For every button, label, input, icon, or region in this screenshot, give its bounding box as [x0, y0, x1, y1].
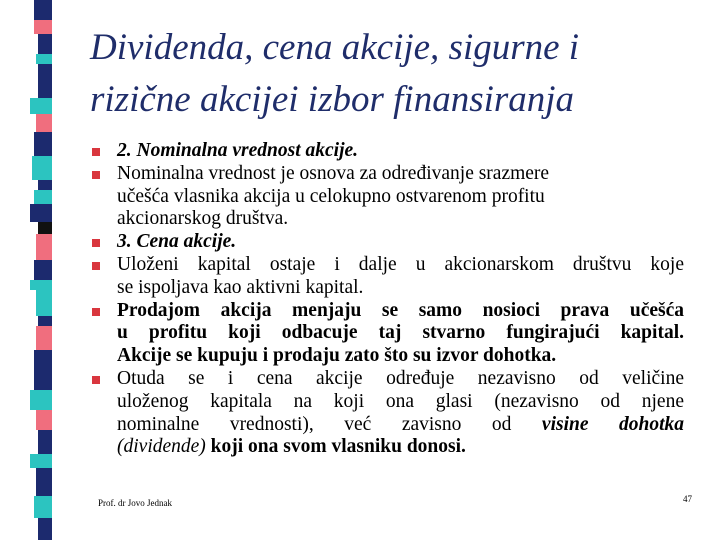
title-line: Dividenda, cena akcije, sigurne i	[90, 27, 580, 68]
stripe-block	[32, 156, 52, 180]
stripe-block	[36, 326, 52, 350]
bullet-text: koji ona svom vlasniku donosi.	[210, 436, 466, 458]
bullet-text: akcionarskog društva.	[117, 208, 289, 230]
bullet-text: 3. Cena akcije.	[117, 231, 237, 253]
stripe-block	[30, 454, 52, 468]
bullet-text-line	[117, 436, 684, 459]
bullet-text: Nominalna vrednost je osnova za određivanje srazmere	[117, 162, 550, 184]
bullet-text: se ispoljava kao aktivni kapital.	[117, 276, 364, 298]
bullet-item	[92, 254, 684, 300]
slide-title	[90, 22, 690, 126]
stripe-block	[30, 98, 52, 114]
bullet-item	[92, 163, 684, 231]
bullet-text: Prodajom akcija menjaju se samo nosioci prava učešća	[117, 299, 684, 321]
stripe-block	[38, 34, 52, 54]
stripe-block	[30, 280, 52, 290]
square-bullet-icon	[92, 376, 100, 384]
bullet-text: 2. Nominalna vrednost akcije.	[117, 140, 359, 161]
stripe-block	[34, 350, 52, 390]
bullet-text: nominalne vrednosti), već zavisno od	[117, 413, 512, 435]
bullet-item	[92, 300, 684, 368]
page-number: 47	[683, 494, 692, 504]
bullet-item	[92, 140, 684, 163]
stripe-block	[36, 234, 52, 260]
bullet-text: Uloženi kapital ostaje i dalje u akcionarskom društvu koje	[117, 253, 684, 275]
stripe-block	[34, 0, 52, 20]
stripe-block	[36, 114, 52, 132]
stripe-block	[34, 260, 52, 280]
bullet-text-line	[117, 414, 684, 437]
stripe-block	[30, 390, 52, 410]
stripe-block	[34, 132, 52, 156]
decorative-side-stripe	[0, 0, 58, 540]
stripe-block	[38, 430, 52, 454]
stripe-block	[38, 180, 52, 190]
emphasis-text: (dividende)	[117, 436, 206, 458]
stripe-block	[34, 190, 52, 204]
stripe-block	[36, 54, 52, 64]
square-bullet-icon	[92, 239, 100, 247]
stripe-block	[38, 518, 52, 540]
bullet-text: Otuda se i cena akcije određuje nezavisno od veličine	[117, 367, 684, 389]
stripe-block	[30, 204, 52, 222]
stripe-block	[34, 20, 52, 34]
square-bullet-icon	[92, 262, 100, 270]
stripe-block	[38, 64, 52, 98]
title-line: rizične akcijei izbor finansiranja	[90, 79, 575, 120]
bullet-text: učešća vlasnika akcija u celokupno ostvarenom profitu	[117, 185, 545, 207]
square-bullet-icon	[92, 171, 100, 179]
emphasis-text: visine dohotka	[541, 413, 685, 435]
footer-author: Prof. dr Jovo Jednak	[98, 498, 172, 508]
stripe-block	[38, 316, 52, 326]
bullet-text: u profitu koji odbacuje taj stvarno fungirajući kapital.	[117, 322, 684, 344]
square-bullet-icon	[92, 148, 100, 156]
bullet-item	[92, 231, 684, 254]
stripe-block	[36, 410, 52, 430]
bullet-item	[92, 368, 684, 459]
square-bullet-icon	[92, 308, 100, 316]
bullet-text: Akcije se kupuju i prodaju zato što su izvor dohotka.	[117, 345, 557, 367]
bullet-text: uloženog kapitala na koji ona glasi (nezavisno od njene	[117, 390, 684, 412]
stripe-block	[36, 290, 52, 316]
stripe-block	[38, 222, 52, 234]
stripe-block	[34, 496, 52, 518]
stripe-block	[36, 468, 52, 496]
bullet-list	[92, 140, 684, 459]
